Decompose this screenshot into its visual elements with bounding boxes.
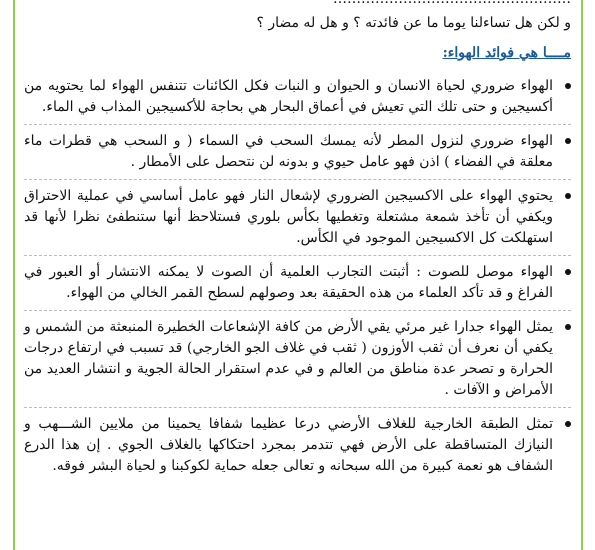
list-item xyxy=(24,76,571,118)
divider xyxy=(24,310,571,311)
benefits-list xyxy=(24,76,571,483)
divider xyxy=(24,179,571,180)
list-item xyxy=(24,131,571,173)
list-item-text: يمثل الهواء جدارا غير مرئي يقي الأرض من كافة الإشعاعات الخطيرة المنبعثة من الشمس و يكفي أن نعرف أن ثقب الأوزون ( ثقب في غلاف الجو الخارجي) قد تسبب في ارتفاع درجات الحرارة و تصحر عدة مناطق من العالم و في عدم استقرار الحالة الجوية و انتشار العديد من الأمراض و الآفات . xyxy=(24,319,553,398)
list-item-text: الهواء موصل للصوت : أثبتت التجارب العلمية أن الصوت لا يمكنه الانتشار أو العبور في الفراغ و قد تأكد العلماء من هذه الحقيقة بعد وصولهم لسطح القمر الخالي من الهواء. xyxy=(24,264,553,301)
bullet-icon xyxy=(565,193,571,199)
bullet-icon xyxy=(565,421,571,427)
bullet-icon xyxy=(565,83,571,89)
bullet-icon xyxy=(565,324,571,330)
bullet-icon xyxy=(565,269,571,275)
section-heading: مــــا هي فوائد الهواء: xyxy=(442,45,571,61)
divider xyxy=(24,407,571,408)
list-item-text: الهواء ضروري لحياة الانسان و الحيوان و النبات فكل الكائنات تتنفس الهواء لما يحتويه من أكسيجين و حتى تلك التي تعيش في أعماق البحار هي بحاجة للأكسيجين المذاب في الماء. xyxy=(24,78,553,115)
list-item-text: يحتوي الهواء على الاكسيجين الضروري لإشعال النار فهو عامل أساسي في عملية الاحتراق ويكفي أن تأخذ شمعة مشتعلة وتغطيها بكأس بلوري فستلاحظ أنها ستنطفئ نظرا لأنها قد استهلكت كل الاكسيجين الموجود في الكأس. xyxy=(24,188,553,246)
list-item-text: الهواء ضروري لنزول المطر لأنه يمسك السحب في السماء ( و السحب هي قطرات ماء معلقة في الفضاء ) اذن فهو عامل حيوي و بدونه لن نتحصل على الأمطار . xyxy=(24,133,553,170)
divider xyxy=(24,255,571,256)
bullet-icon xyxy=(565,138,571,144)
list-item-text: تمثل الطبقة الخارجية للغلاف الأرضي درعا عظيما شفافا يحمينا من ملايين الشـــهب و النيازك المتساقطة على الأرض فهي تتدمر بمجرد احتكاكها بالغلاف الجوي . إن هذا الدرع الشفاف هو نعمة كبيرة من الله سبحانه و تعالى جعله حماية لكوكبنا و لحياة البشر فوقه. xyxy=(24,416,553,474)
list-item xyxy=(24,262,571,304)
list-item xyxy=(24,317,571,401)
list-item xyxy=(24,414,571,477)
cut-off-text-line xyxy=(24,0,571,10)
intro-question: و لكن هل تساءلنا يوما ما عن فائدته ؟ و هل له مضار ؟ xyxy=(256,15,571,31)
list-item xyxy=(24,186,571,249)
divider xyxy=(24,124,571,125)
